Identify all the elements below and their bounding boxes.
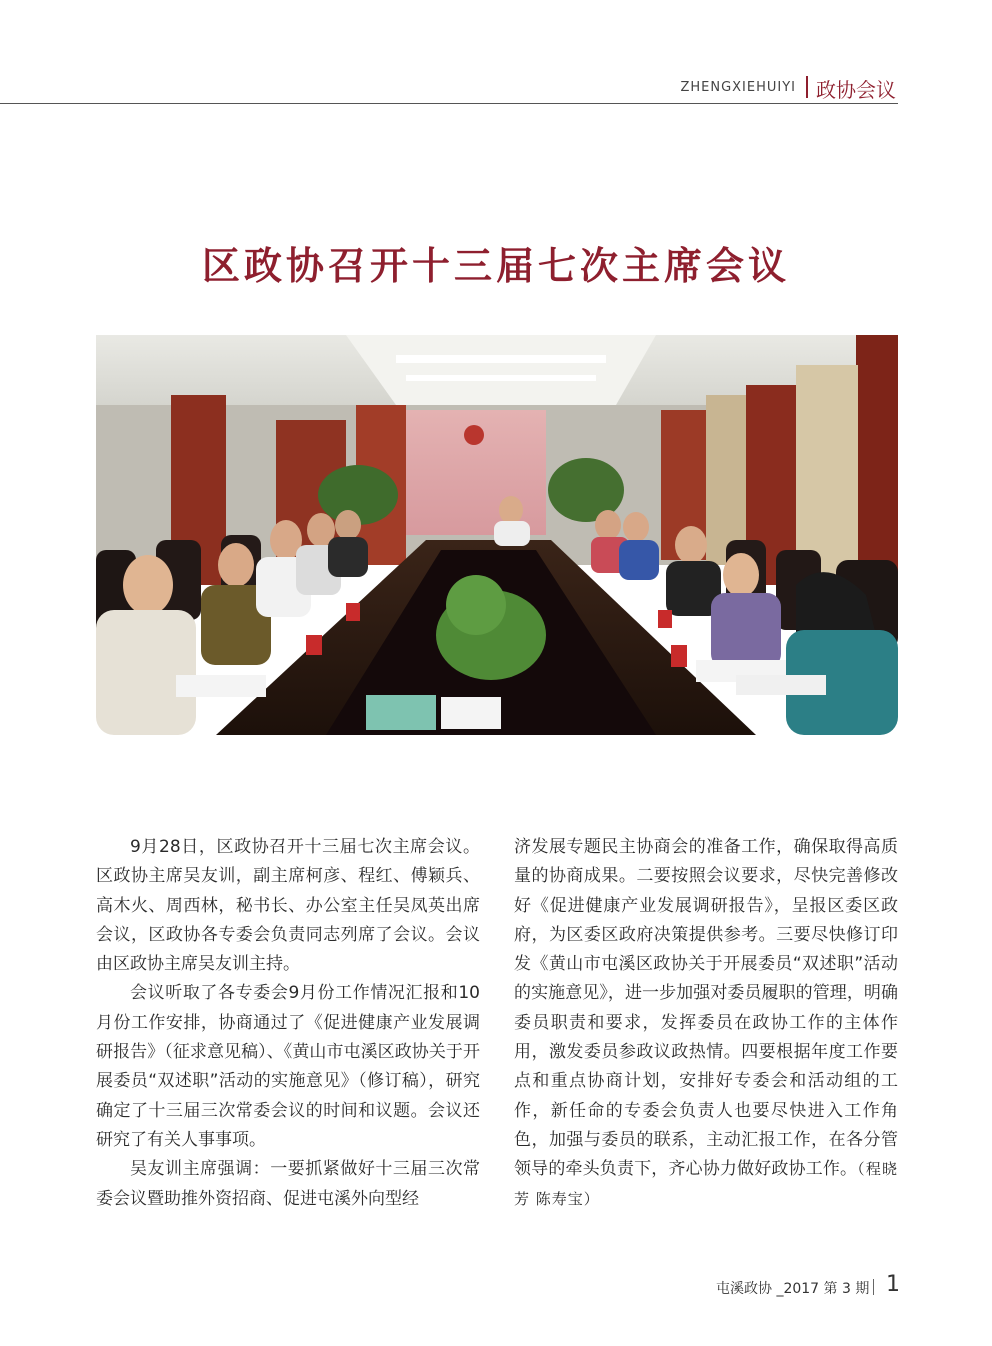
header-rule xyxy=(0,103,898,104)
footer-divider xyxy=(873,1279,874,1295)
meeting-photo xyxy=(96,335,898,735)
article-column-left xyxy=(96,833,480,1214)
page-header xyxy=(0,0,992,110)
paragraph: 会议听取了各专委会9月份工作情况汇报和10月份工作安排，协商通过了《促进健康产业发展调研报告》（征求意见稿）、《黄山市屯溪区政协关于开展委员“双述职”活动的实施意见》（修订稿），研究确定了十三届三次常委会议的时间和议题。会议还研究了有关人事事项。 xyxy=(96,983,480,1150)
page-number: 1 xyxy=(886,1272,900,1297)
paragraph: 9月28日，区政协召开十三届七次主席会议。区政协主席吴友训，副主席柯彦、程红、傅颖兵、高木火、周西林，秘书长、办公室主任吴凤英出席会议，区政协各专委会负责同志列席了会议。会议由区政协主席吴友训主持。 xyxy=(96,837,480,975)
paragraph-text: 济发展专题民主协商会的准备工作，确保取得高质量的协商成果。二要按照会议要求，尽快完善修改好《促进健康产业发展调研报告》，呈报区委区政府，为区委区政府决策提供参考。三要尽快修订印发《黄山市屯溪区政协关于开展委员“双述职”活动的实施意见》，进一步加强对委员履职的管理，明确委员职责和要求，发挥委员在政协工作的主体作用，激发委员参政议政热情。四要根据年度工作要点和重点协商计划，安排好专委会和活动组的工作，新任命的专委会负责人也要尽快进入工作角色，加强与委员的联系，主动汇报工作，在各分管领导的牵头负责下，齐心协力做好政协工作。 xyxy=(514,837,898,1180)
section-label-en: ZHENGXIEHUIYI xyxy=(680,80,796,95)
paragraph-continued xyxy=(514,833,898,1214)
author-byline: （程晓芳 陈寿宝） xyxy=(514,1160,898,1208)
article-column-right xyxy=(514,833,898,1214)
page-footer xyxy=(0,1272,992,1305)
publication-info: 屯溪政协 _2017 第 3 期 xyxy=(716,1281,870,1297)
paragraph: 吴友训主席强调：一要抓紧做好十三届三次常委会议暨助推外资招商、促进屯溪外向型经 xyxy=(96,1159,480,1209)
article-title: 区政协召开十三届七次主席会议 xyxy=(201,244,790,289)
header-divider xyxy=(806,76,808,98)
section-label-cn: 政协会议 xyxy=(816,78,896,102)
